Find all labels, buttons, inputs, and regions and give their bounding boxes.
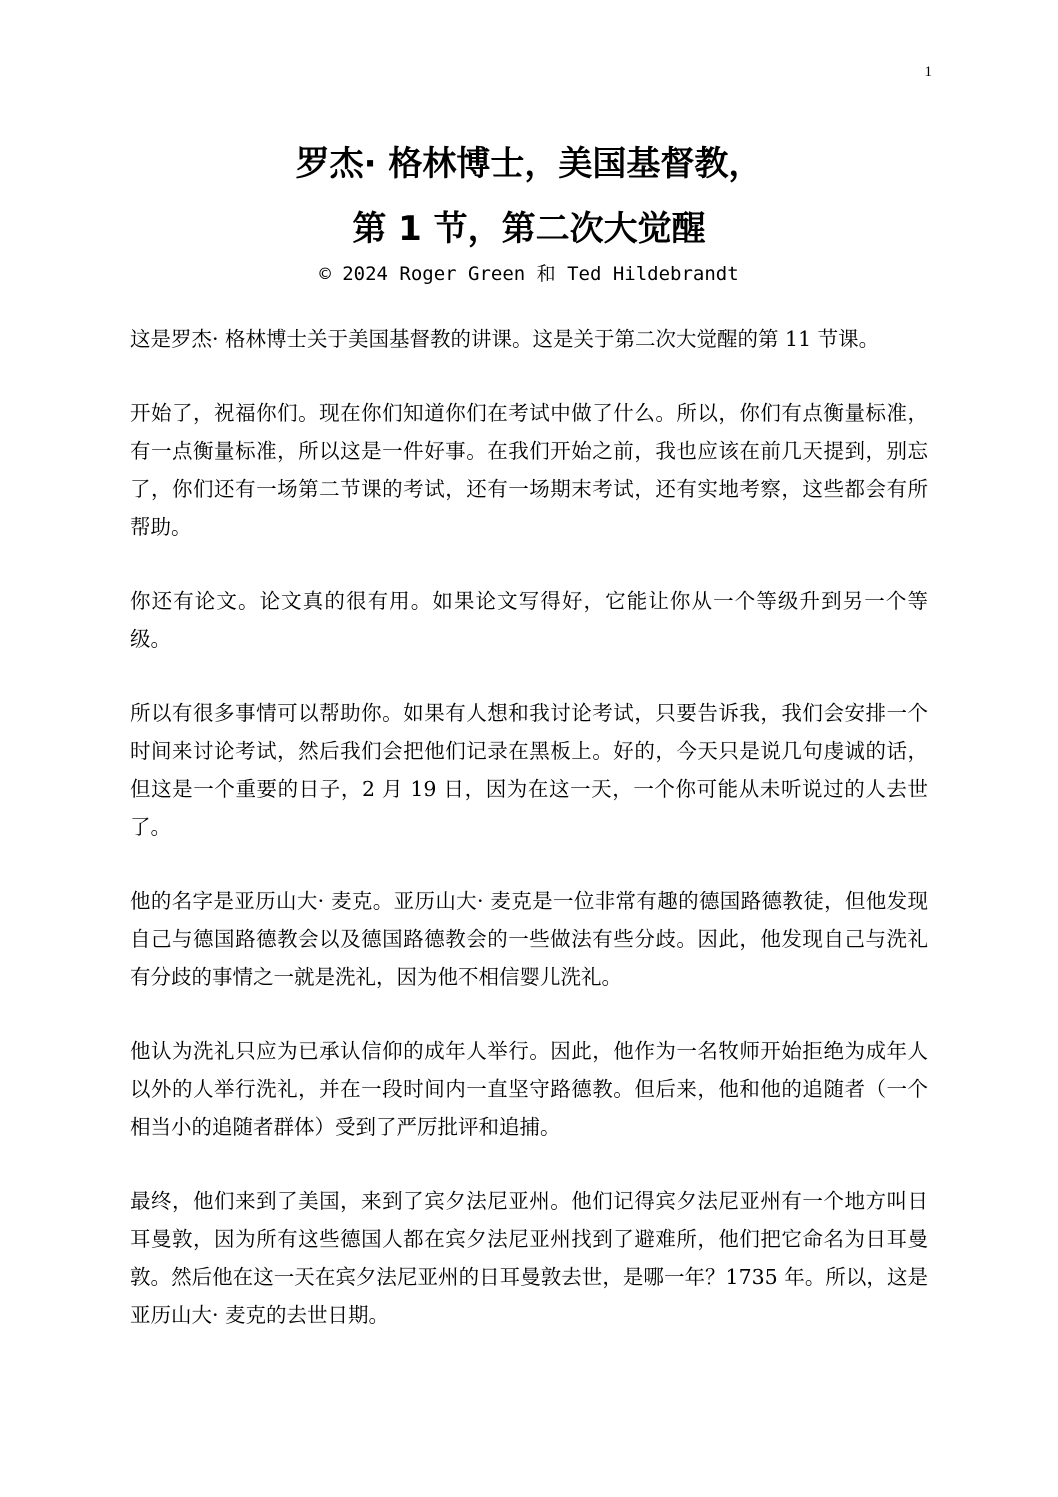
document-body (130, 320, 928, 1370)
paragraph: 他的名字是亚历山大· 麦克。亚历山大· 麦克是一位非常有趣的德国路德教徒，但他发现自己与德国路德教会以及德国路德教会的一些做法有些分歧。因此，他发现自己与洗礼有分歧的事情之一就是洗礼，因为他不相信婴儿洗礼。 (130, 889, 928, 989)
copyright-notice: © 2024 Roger Green 和 Ted Hildebrandt (319, 263, 739, 285)
page-number: 1 (924, 64, 932, 80)
paragraph: 开始了，祝福你们。现在你们知道你们在考试中做了什么。所以，你们有点衡量标准，有一点衡量标准，所以这是一件好事。在我们开始之前，我也应该在前几天提到，别忘了，你们还有一场第二节课的考试，还有一场期末考试，还有实地考察，这些都会有所帮助。 (130, 401, 928, 539)
paragraph: 最终，他们来到了美国，来到了宾夕法尼亚州。他们记得宾夕法尼亚州有一个地方叫日耳曼敦，因为所有这些德国人都在宾夕法尼亚州找到了避难所，他们把它命名为日耳曼敦。然后他在这一天在宾夕法尼亚州的日耳曼敦去世，是哪一年？1735 年。所以，这是亚历山大· 麦克的去世日期。 (130, 1189, 928, 1327)
paragraph: 所以有很多事情可以帮助你。如果有人想和我讨论考试，只要告诉我，我们会安排一个时间来讨论考试，然后我们会把他们记录在黑板上。好的，今天只是说几句虔诚的话，但这是一个重要的日子，2 月 19 日，因为在这一天，一个你可能从未听说过的人去世了。 (130, 701, 928, 839)
document-title-line-2: 第 1 节，第二次大觉醒 (352, 209, 706, 249)
paragraph: 他认为洗礼只应为已承认信仰的成年人举行。因此，他作为一名牧师开始拒绝为成年人以外的人举行洗礼，并在一段时间内一直坚守路德教。但后来，他和他的追随者（一个相当小的追随者群体）受到了严厉批评和追捕。 (130, 1039, 928, 1139)
document-title-line-1: 罗杰· 格林博士，美国基督教， (295, 144, 763, 184)
paragraph: 这是罗杰· 格林博士关于美国基督教的讲课。这是关于第二次大觉醒的第 11 节课。 (130, 327, 880, 351)
paragraph: 你还有论文。论文真的很有用。如果论文写得好，它能让你从一个等级升到另一个等级。 (130, 589, 928, 651)
